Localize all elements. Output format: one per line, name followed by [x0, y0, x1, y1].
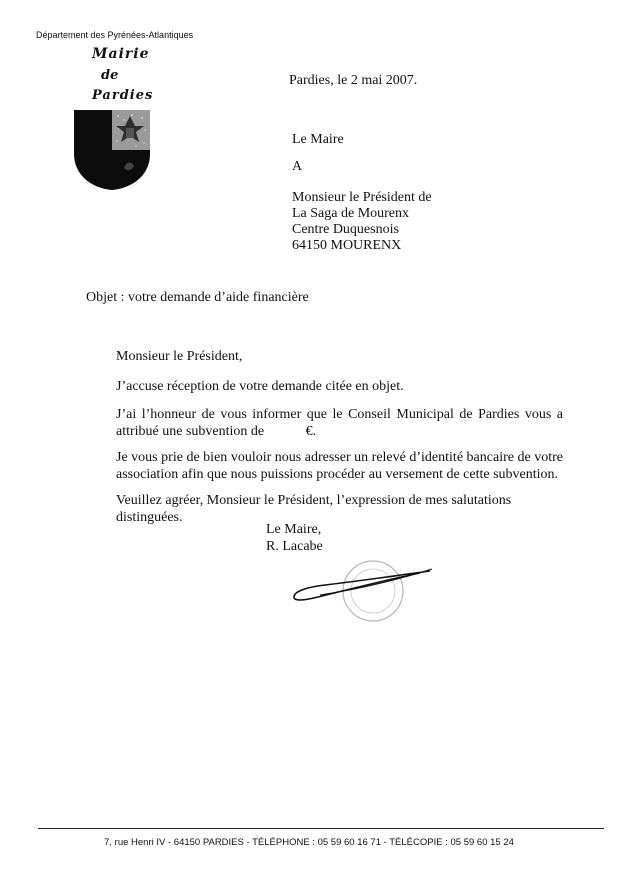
addressee-prefix: A — [292, 159, 303, 174]
letter-subject: Objet : votre demande d’aide financière — [86, 290, 309, 305]
letter-date: Pardies, le 2 mai 2007. — [289, 73, 418, 88]
recipient-address — [292, 190, 432, 254]
sender: Le Maire — [292, 132, 344, 147]
mairie-de: de — [101, 68, 119, 83]
signoff-title: Le Maire, — [266, 522, 322, 537]
paragraph-1: J’accuse réception de votre demande citée en objet. — [116, 379, 404, 394]
coat-of-arms-icon — [72, 108, 152, 192]
salutation: Monsieur le Président, — [116, 349, 243, 364]
paragraph-4: Veuillez agréer, Monsieur le Président, l’expression de mes salutations distinguées. — [116, 493, 512, 525]
signoff — [266, 521, 323, 555]
currency-symbol: €. — [305, 424, 317, 439]
footer-address: 7, rue Henri IV - 64150 PARDIES - TÉLÉPHONE : 05 59 60 16 71 - TÉLÉCOPIE : 05 59 60 15 24 — [104, 837, 514, 848]
footer-divider — [38, 828, 604, 829]
signoff-name: R. Lacabe — [266, 539, 323, 554]
signature-stamp-icon — [290, 555, 440, 635]
paragraph-2-text: J’ai l’honneur de vous informer que le Conseil Municipal de Pardies vous a attribué une subvention de — [116, 407, 563, 439]
department-header: Département des Pyrénées-Atlantiques — [36, 30, 194, 40]
recipient-line: La Saga de Mourenx — [292, 206, 410, 221]
mairie-title: Mairie — [92, 46, 150, 62]
recipient-line: 64150 MOURENX — [292, 238, 402, 253]
paragraph-2 — [116, 406, 563, 440]
paragraph-3: Je vous prie de bien vouloir nous adresser un relevé d’identité bancaire de votre association afin que nous puissions procéder au versement de cette subvention. — [116, 450, 563, 482]
mairie-town: Pardies — [92, 88, 154, 103]
recipient-line: Monsieur le Président de — [292, 190, 432, 205]
recipient-line: Centre Duquesnois — [292, 222, 399, 237]
